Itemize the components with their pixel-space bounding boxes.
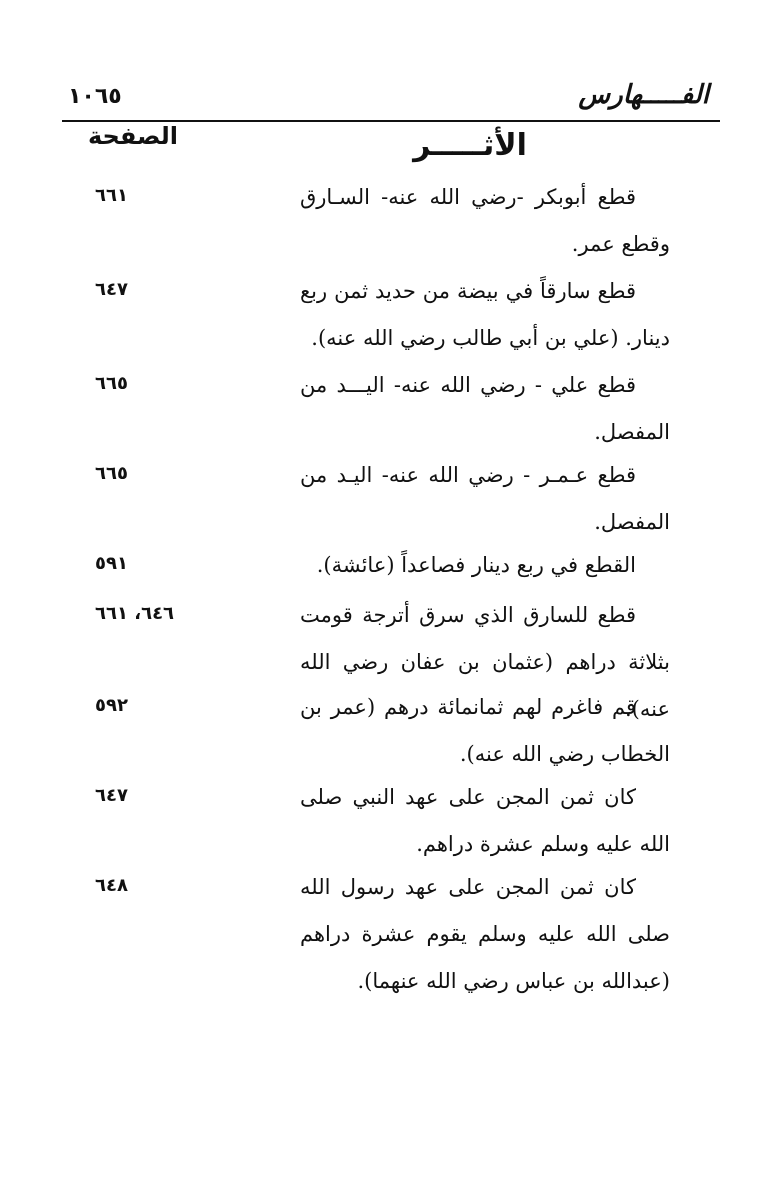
entry-page-ref: ٦٤٦، ٦٦١	[95, 603, 175, 624]
entry-page-ref: ٦٦٥	[95, 373, 128, 394]
entry-page-ref: ٦٤٧	[95, 279, 128, 300]
entry-page-ref: ٦٤٨	[95, 875, 128, 896]
entry-page-ref: ٥٩١	[95, 553, 128, 574]
entry-text: قطع علي - رضي الله عنه- اليـــد من المفصل.	[300, 373, 670, 444]
entry-text: قم فاغرم لهم ثمانمائة درهم (عمر بن الخطاب رضي الله عنه).	[300, 695, 670, 766]
entry-text: القطع في ربع دينار فصاعداً (عائشة).	[316, 553, 636, 577]
page-number: ١٠٦٥	[68, 84, 122, 109]
entry-page-ref: ٦٦٥	[95, 463, 128, 484]
entry-text: قطع عـمـر - رضي الله عنه- اليـد من المفصل.	[300, 463, 670, 534]
column-header-page: الصفحة	[88, 122, 179, 150]
entry-text: قطع أبوبكر -رضي الله عنه- السـارق وقطع عمر.	[300, 185, 670, 256]
entry-page-ref: ٦٤٧	[95, 785, 128, 806]
entry-text: كان ثمن المجن على عهد النبي صلى الله عليه وسلم عشرة دراهم.	[300, 785, 670, 856]
entry-page-ref: ٥٩٢	[95, 695, 128, 716]
entry-text: كان ثمن المجن على عهد رسول الله صلى الله عليه وسلم يقوم عشرة دراهم (عبدالله بن عباس رضي الله عنهما).	[300, 875, 670, 993]
entry-text: قطع سارقاً في بيضة من حديد ثمن ربع دينار. (علي بن أبي طالب رضي الله عنه).	[300, 279, 670, 350]
running-title: الفـــــهارس	[578, 80, 709, 110]
entry-page-ref: ٦٦١	[95, 185, 128, 206]
column-header-athar: الأثـــــر	[413, 128, 527, 163]
entry-text: قطع للسارق الذي سرق أترجة قومت بثلاثة دراهم (عثمان بن عفان رضي الله عنه).	[300, 603, 670, 721]
